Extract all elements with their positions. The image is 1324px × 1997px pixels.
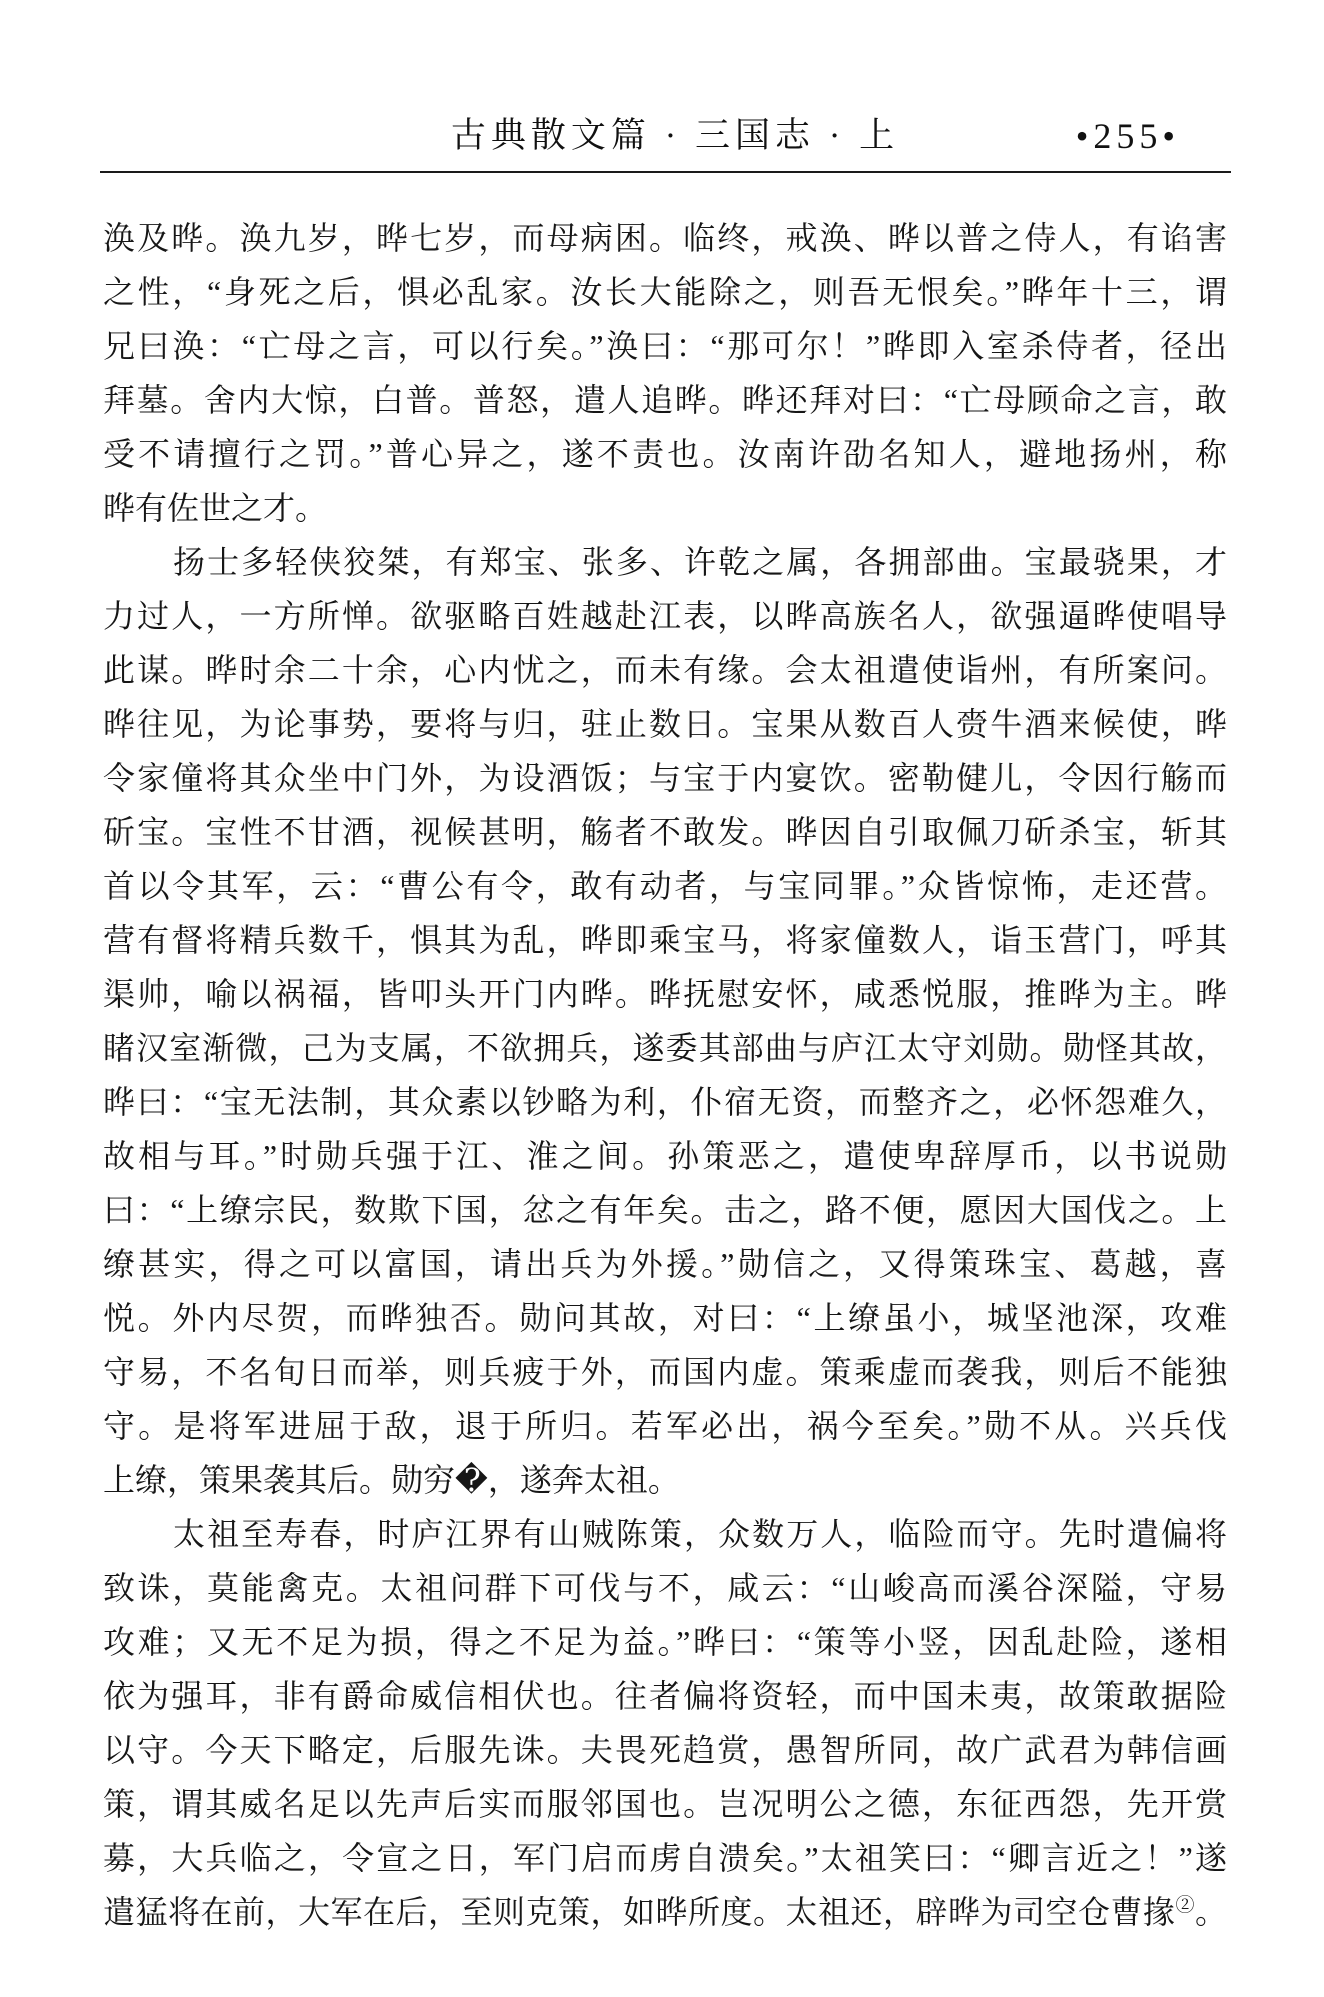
- text-line: 营有督将精兵数千，惧其为乱，晔即乘宝马，将家僮数人，诣玉营门，呼其: [103, 922, 1227, 958]
- page-number: •255•: [1075, 116, 1180, 156]
- text-line: 依为强耳，非有爵命威信相伏也。往者偏将资轻，而中国未夷，故策敢据险: [103, 1678, 1227, 1714]
- text-line: 故相与耳。”时勋兵强于江、淮之间。孙策恶之，遣使卑辞厚币，以书说勋: [103, 1138, 1227, 1174]
- text-line: 缭甚实，得之可以富国，请出兵为外援。”勋信之，又得策珠宝、葛越，喜: [103, 1246, 1227, 1282]
- text-line: 策，谓其威名足以先声后实而服邻国也。岂况明公之德，东征西怨，先开赏: [103, 1786, 1227, 1822]
- text-line: 守。是将军进屈于敌，退于所归。若军必出，祸今至矣。”勋不从。兴兵伐: [103, 1408, 1227, 1444]
- text-line: 之性，“身死之后，惧必乱家。汝长大能除之，则吾无恨矣。”晔年十三，谓: [103, 274, 1227, 310]
- paragraph-3: [103, 1507, 1227, 1939]
- text-line: 涣及晔。涣九岁，晔七岁，而母病困。临终，戒涣、晔以普之侍人，有谄害: [103, 220, 1227, 256]
- text-line: 募，大兵临之，令宣之日，军门启而虏自溃矣。”太祖笑曰：“卿言近之！”遂: [103, 1840, 1227, 1876]
- text-line: 兄曰涣：“亡母之言，可以行矣。”涣曰：“那可尔！”晔即入室杀侍者，径出: [103, 328, 1227, 364]
- text-line: 太祖至寿春，时庐江界有山贼陈策，众数万人，临险而守。先时遣偏将: [173, 1516, 1227, 1552]
- text-line: 首以令其军，云：“曹公有令，敢有动者，与宝同罪。”众皆惊怖，走还营。: [103, 868, 1227, 904]
- text-line: 力过人，一方所惮。欲驱略百姓越赴江表，以晔高族名人，欲强逼晔使唱导: [103, 598, 1227, 634]
- text-line: 扬士多轻侠狡桀，有郑宝、张多、许乾之属，各拥部曲。宝最骁果，才: [173, 544, 1227, 580]
- text-line: 此谋。晔时余二十余，心内忧之，而未有缘。会太祖遣使诣州，有所案问。: [103, 652, 1227, 688]
- final-line-tail: 。: [1194, 1894, 1227, 1930]
- text-line: 守易，不名旬日而举，则兵疲于外，而国内虚。策乘虚而袭我，则后不能独: [103, 1354, 1227, 1390]
- text-line-final: [103, 1885, 1227, 1939]
- body-text: [103, 211, 1227, 1939]
- text-line: 悦。外内尽贺，而晔独否。勋问其故，对曰：“上缭虽小，城坚池深，攻难: [103, 1300, 1227, 1336]
- text-line: 晔有佐世之才。: [103, 490, 328, 526]
- final-line-text: 遣猛将在前，大军在后，至则克策，如晔所度。太祖还，辟晔为司空仓曹掾: [103, 1894, 1176, 1930]
- text-line: 上缭，策果袭其后。勋穷�，遂奔太祖。: [103, 1462, 680, 1498]
- paragraph-2: [103, 535, 1227, 1507]
- text-line: 以守。今天下略定，后服先诛。夫畏死趋赏，愚智所同，故广武君为韩信画: [103, 1732, 1227, 1768]
- text-line: 令家僮将其众坐中门外，为设酒饭；与宝于内宴饮。密勒健儿，令因行觞而: [103, 760, 1227, 796]
- text-line: 斫宝。宝性不甘酒，视候甚明，觞者不敢发。晔因自引取佩刀斫杀宝，斩其: [103, 814, 1227, 850]
- text-line: 渠帅，喻以祸福，皆叩头开门内晔。晔抚慰安怀，咸悉悦服，推晔为主。晔: [103, 976, 1227, 1012]
- text-line: 攻难；又无不足为损，得之不足为益。”晔曰：“策等小竖，因乱赴险，遂相: [103, 1624, 1227, 1660]
- text-line: 晔往见，为论事势，要将与归，驻止数日。宝果从数百人赍牛酒来候使，晔: [103, 706, 1227, 742]
- paragraph-1: [103, 211, 1227, 535]
- text-line: 致诛，莫能禽克。太祖问群下可伐与不，咸云：“山峻高而溪谷深隘，守易: [103, 1570, 1227, 1606]
- text-line: 曰：“上缭宗民，数欺下国，忿之有年矣。击之，路不便，愿因大国伐之。上: [103, 1192, 1227, 1228]
- text-line: 晔曰：“宝无法制，其众素以钞略为利，仆宿无资，而整齐之，必怀怨难久，: [103, 1084, 1227, 1120]
- running-header-title: 古典散文篇 · 三国志 · 上: [450, 116, 900, 155]
- header-rule: [100, 171, 1231, 173]
- footnote-mark: ②: [1175, 1895, 1195, 1916]
- text-line: 睹汉室渐微，己为支属，不欲拥兵，遂委其部曲与庐江太守刘勋。勋怪其故，: [103, 1030, 1227, 1066]
- text-line: 受不请擅行之罚。”普心异之，遂不责也。汝南许劭名知人，避地扬州，称: [103, 436, 1227, 472]
- text-line: 拜墓。舍内大惊，白普。普怒，遣人追晔。晔还拜对曰：“亡母顾命之言，敢: [103, 382, 1227, 418]
